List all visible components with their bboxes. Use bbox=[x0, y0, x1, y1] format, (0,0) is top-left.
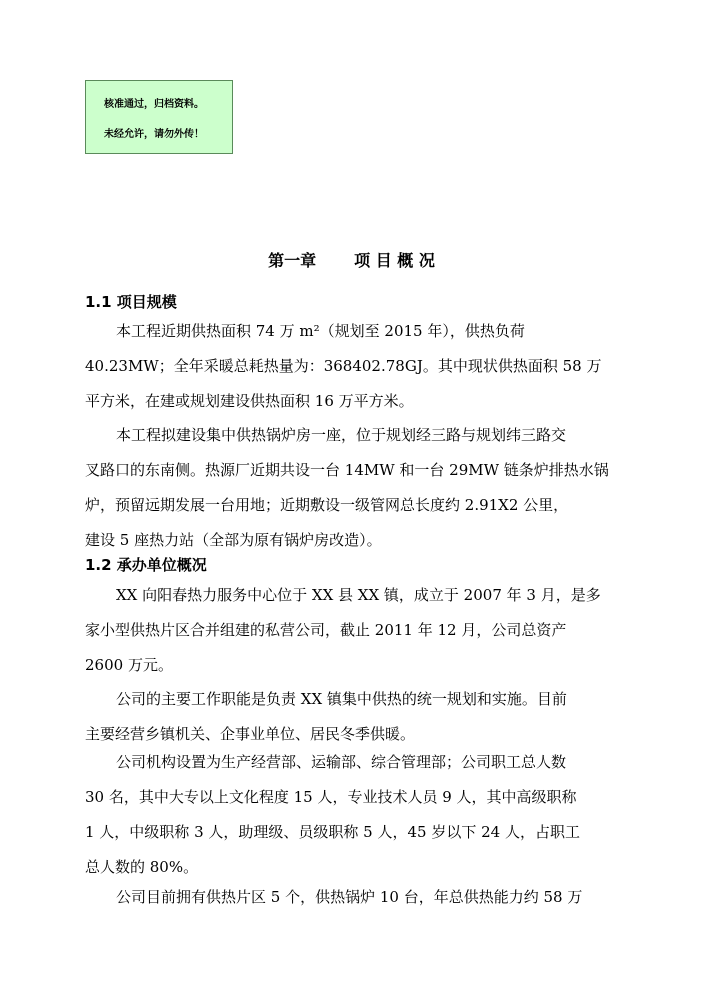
text-line: 1 人，中级职称 3 人，助理级、员级职称 5 人，45 岁以下 24 人，占职工 bbox=[85, 823, 580, 841]
stamp-line-2: 未经允许，请勿外传！ bbox=[104, 129, 204, 140]
text-line: 建设 5 座热力站（全部为原有锅炉房改造）。 bbox=[85, 531, 382, 549]
section-heading-1-1: 1.1 项目规模 bbox=[85, 293, 177, 311]
paragraph bbox=[85, 745, 615, 885]
stamp-line-1: 核准通过，归档资料。 bbox=[104, 99, 204, 110]
section-heading-1-2: 1.2 承办单位概况 bbox=[85, 556, 207, 574]
text-line: 公司目前拥有供热片区 5 个，供热锅炉 10 台，年总供热能力约 58 万 bbox=[116, 888, 583, 906]
approval-stamp bbox=[85, 80, 233, 154]
text-line: 2600 万元。 bbox=[85, 656, 173, 674]
text-line: 40.23MW；全年采暖总耗热量为：368402.78GJ。其中现状供热面积 58 万 bbox=[85, 357, 602, 375]
paragraph bbox=[85, 314, 615, 419]
text-line: 本工程近期供热面积 74 万 m²（规划至 2015 年），供热负荷 bbox=[116, 322, 525, 340]
text-line: 平方米，在建或规划建设供热面积 16 万平方米。 bbox=[85, 392, 414, 410]
paragraph bbox=[85, 880, 615, 915]
paragraph bbox=[85, 418, 615, 558]
text-line: 炉，预留远期发展一台用地；近期敷设一级管网总长度约 2.91X2 公里， bbox=[85, 496, 569, 514]
text-line: 总人数的 80%。 bbox=[85, 858, 199, 876]
text-line: 30 名，其中大专以上文化程度 15 人，专业技术人员 9 人，其中高级职称 bbox=[85, 788, 577, 806]
text-line: 公司的主要工作职能是负责 XX 镇集中供热的统一规划和实施。目前 bbox=[116, 690, 567, 708]
chapter-title: 项 目 概 况 bbox=[354, 251, 435, 270]
text-line: 公司机构设置为生产经营部、运输部、综合管理部；公司职工总人数 bbox=[116, 753, 567, 771]
text-line: 叉路口的东南侧。热源厂近期共设一台 14MW 和一台 29MW 链条炉排热水锅 bbox=[85, 461, 609, 479]
text-line: 主要经营乡镇机关、企事业单位、居民冬季供暖。 bbox=[85, 725, 416, 743]
paragraph bbox=[85, 578, 615, 683]
text-line: 家小型供热片区合并组建的私营公司，截止 2011 年 12 月，公司总资产 bbox=[85, 621, 567, 639]
chapter-heading bbox=[0, 248, 703, 271]
text-line: 本工程拟建设集中供热锅炉房一座，位于规划经三路与规划纬三路交 bbox=[116, 426, 567, 444]
paragraph bbox=[85, 682, 615, 752]
chapter-number: 第一章 bbox=[268, 251, 317, 270]
text-line: XX 向阳春热力服务中心位于 XX 县 XX 镇，成立于 2007 年 3 月，是多 bbox=[116, 586, 601, 604]
